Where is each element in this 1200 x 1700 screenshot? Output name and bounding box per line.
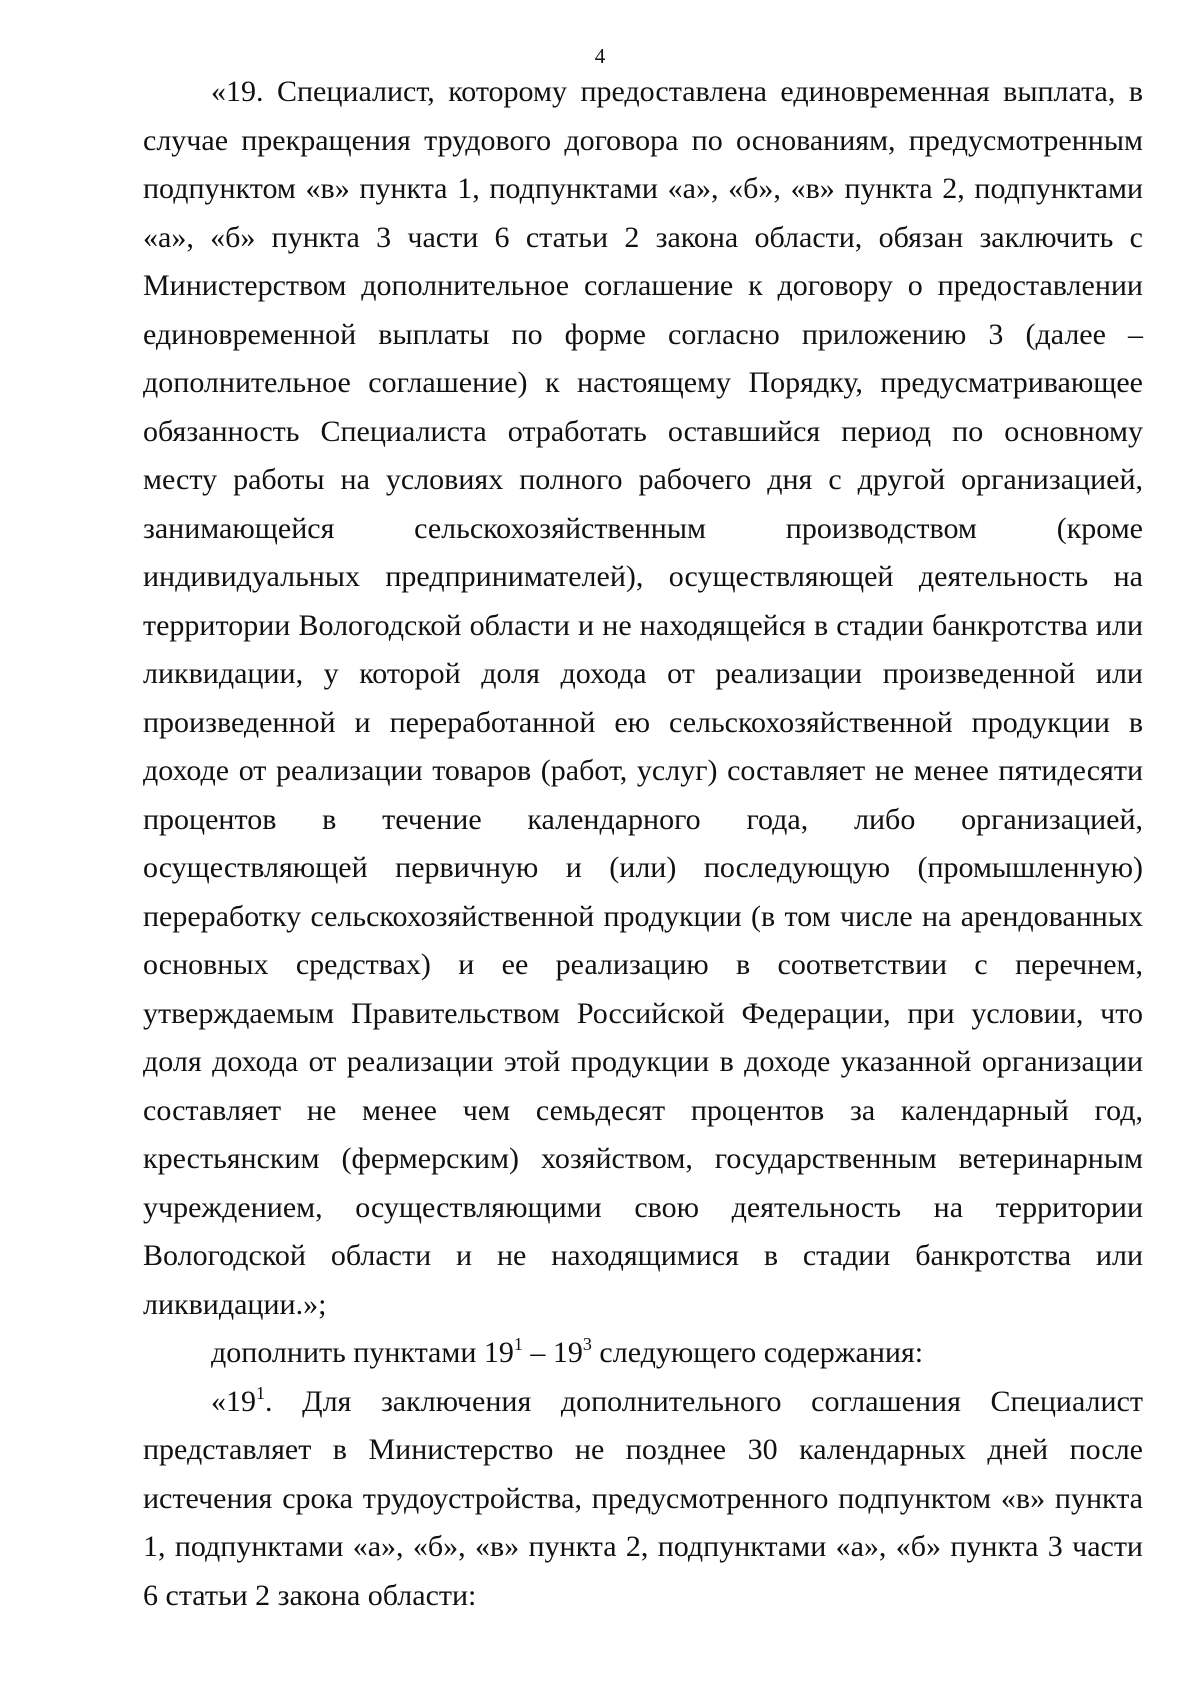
superscript-3: 3: [582, 1334, 592, 1354]
item-number: «19: [211, 1384, 256, 1418]
paragraph-amendment-intro: [143, 1329, 1143, 1378]
paragraph-item-19-1: [143, 1378, 1143, 1621]
item-superscript: 1: [256, 1382, 265, 1403]
superscript-1: 1: [513, 1334, 523, 1354]
intro-text-start: дополнить пунктами 19: [211, 1336, 514, 1369]
item-text: . Для заключения дополнительного соглашения Специалист представляет в Министерство не позднее 30 календарных дней после истечения срока трудоустройства, предусмотренного подпунктом «в» пункта 1, подпунктами «а», «б», «в» пункта 2, подпунктами «а», «б» пункта 3 части 6 статьи 2 закона области:: [143, 1384, 1143, 1612]
paragraph-item-19: «19. Специалист, которому предоставлена единовременная выплата, в случае прекращения трудового договора по основаниям, предусмотренным подпунктом «в» пункта 1, подпунктами «а», «б», «в» пункта 2, подпунктами «а», «б» пункта 3 части 6 статьи 2 закона области, обязан заключить с Министерством дополнительное соглашение к договору о предоставлении единовременной выплаты по форме согласно приложению 3 (далее – дополнительное соглашение) к настоящему Порядку, предусматривающее обязанность Специалиста отработать оставшийся период по основному месту работы на условиях полного рабочего дня с другой организацией, занимающейся сельскохозяйственным производством (кроме индивидуальных предпринимателей), осуществляющей деятельность на территории Вологодской области и не находящейся в стадии банкротства или ликвидации, у которой доля дохода от реализации произведенной или произведенной и переработанной ею сельскохозяйственной продукции в доходе от реализации товаров (работ, услуг) составляет не менее пятидесяти процентов в течение календарного года, либо организацией, осуществляющей первичную и (или) последующую (промышленную) переработку сельскохозяйственной продукции (в том числе на арендованных основных средствах) и ее реализацию в соответствии с перечнем, утверждаемым Правительством Российской Федерации, при условии, что доля дохода от реализации этой продукции в доходе указанной организации составляет не менее чем семьдесят процентов за календарный год, крестьянским (фермерским) хозяйством, государственным ветеринарным учреждением, осуществляющими свою деятельность на территории Вологодской области и не находящимися в стадии банкротства или ликвидации.»;: [143, 75, 1143, 1321]
document-body: [143, 68, 1143, 1620]
intro-text-end: следующего содержания:: [591, 1336, 924, 1369]
page-number: 4: [594, 44, 606, 68]
intro-text-dash: – 19: [522, 1336, 583, 1369]
